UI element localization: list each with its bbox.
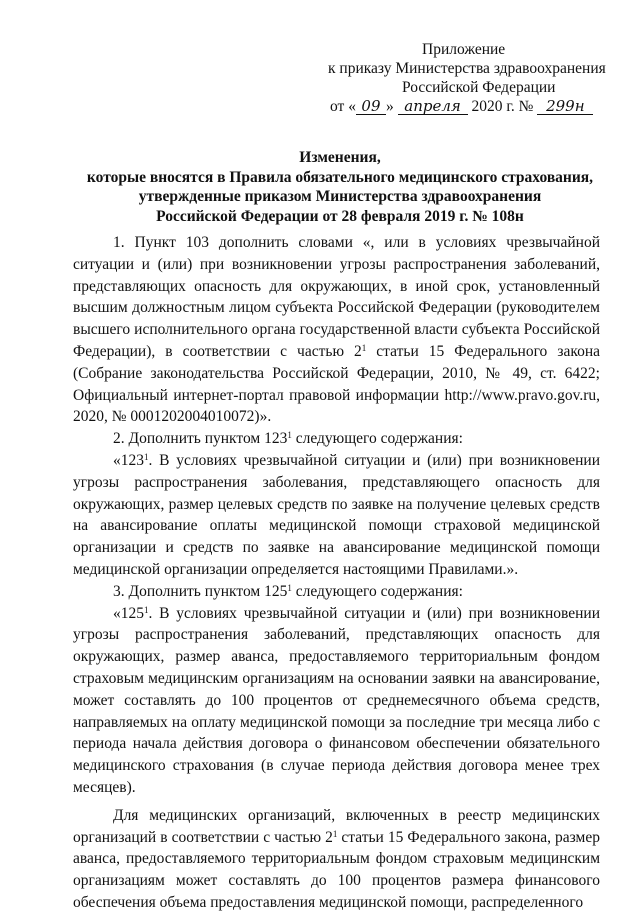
appendix-header [318,40,618,116]
text-run: 2. Дополнить пунктом 123 [113,430,288,448]
text-run: «125 [113,604,144,622]
federation-name: Российской Федерации [402,79,556,96]
appendix-label: Приложение [422,41,506,58]
text-run: статьи 15 Федерального закона (Собрание законодательства Российской Федерации, 2010, № 49, ст. 6422; Официальный интернет-портал правовой информации http://www.pravo.gov.ru, 2020, № 0001202004010072)». [73,342,600,426]
text-run: 1. Пункт 103 дополнить словами «, или в условиях чрезвычайной ситуации и (или) при возникновении угрозы распространения заболеваний, представляющих опасность для окружающих, в иной срок, установленный высшим должностным лицом субъекта Российской Федерации (руководителем высшего исполнительного органа государственной власти субъекта Российской Федерации), в соответствии с частью 2 [73,234,600,360]
title-line-3: утвержденные приказом Министерства здравоохранения [138,188,542,205]
paragraph-item-3 [73,581,600,603]
text-run: . В условиях чрезвычайной ситуации и (или) при возникновении угрозы распространения заболевания, представляющего опасность для окружающих, размер целевых средств по заявке на получение целевых средств на авансирование оплаты медицинской помощи страховой медицинской организации и средств по заявке на авансирование медицинской помощи медицинской организации определяется настоящими Правилами.». [73,451,600,578]
superscript: 1 [287,582,292,593]
paragraph-clause-123-1 [73,450,600,581]
superscript: 1 [144,604,149,615]
text-run: 3. Дополнить пунктом 125 [113,582,288,600]
superscript: 1 [287,430,292,441]
handwritten-day: 09 [356,99,386,115]
paragraph-clause-125-1 [73,603,600,799]
superscript: 1 [361,342,367,353]
order-date-line [330,97,618,116]
text-run: следующего содержания: [291,582,463,600]
text-run: Для медицинских организаций, включенных в реестр медицинских организаций в соответствии с частью 2 [73,806,600,846]
handwritten-order-number: 299н [537,99,593,115]
handwritten-month: апреля [398,99,468,115]
paragraph-item-1 [73,232,600,428]
order-reference: к приказу Министерства здравоохранения [328,60,606,77]
text-run: . В условиях чрезвычайной ситуации и (или) при возникновении угрозы распространения заболеваний, представляющих опасность для окружающих, размер аванса, предоставляемого территориальным фондом страховым медицинским организациям на основании заявки на авансирование, может составлять до 100 процентов от среднемесячного объема средств, направляемых на оплату медицинской помощи за последние три месяца либо с периода начала действия договора о финансовом обеспечении обязательного медицинского страхования (в случае периода действия договора менее трех месяцев). [73,604,600,796]
text-run: статьи 15 Федерального закона, размер аванса, предоставляемого территориальным фондом страховым медицинским организациям может составлять до 100 процентов размера финансового обеспечения объема предоставления медицинской помощи, распределенного [73,828,600,911]
year-text: 2020 г. № [471,98,534,115]
date-prefix: от « [330,98,356,115]
text-run: следующего содержания: [291,430,463,448]
paragraph-medical-orgs [73,805,600,914]
text-run: «123 [113,451,144,469]
title-line-1: Изменения, [299,149,381,166]
date-mid: » [385,98,394,115]
document-title [80,148,600,226]
superscript: 1 [144,451,149,462]
title-line-2: которые вносятся в Правила обязательного медицинского страхования, [86,168,594,186]
document-body [73,232,600,914]
paragraph-item-2 [73,428,600,450]
superscript: 1 [332,828,338,839]
title-line-4: Российской Федерации от 28 февраля 2019 г. № 108н [156,207,524,225]
